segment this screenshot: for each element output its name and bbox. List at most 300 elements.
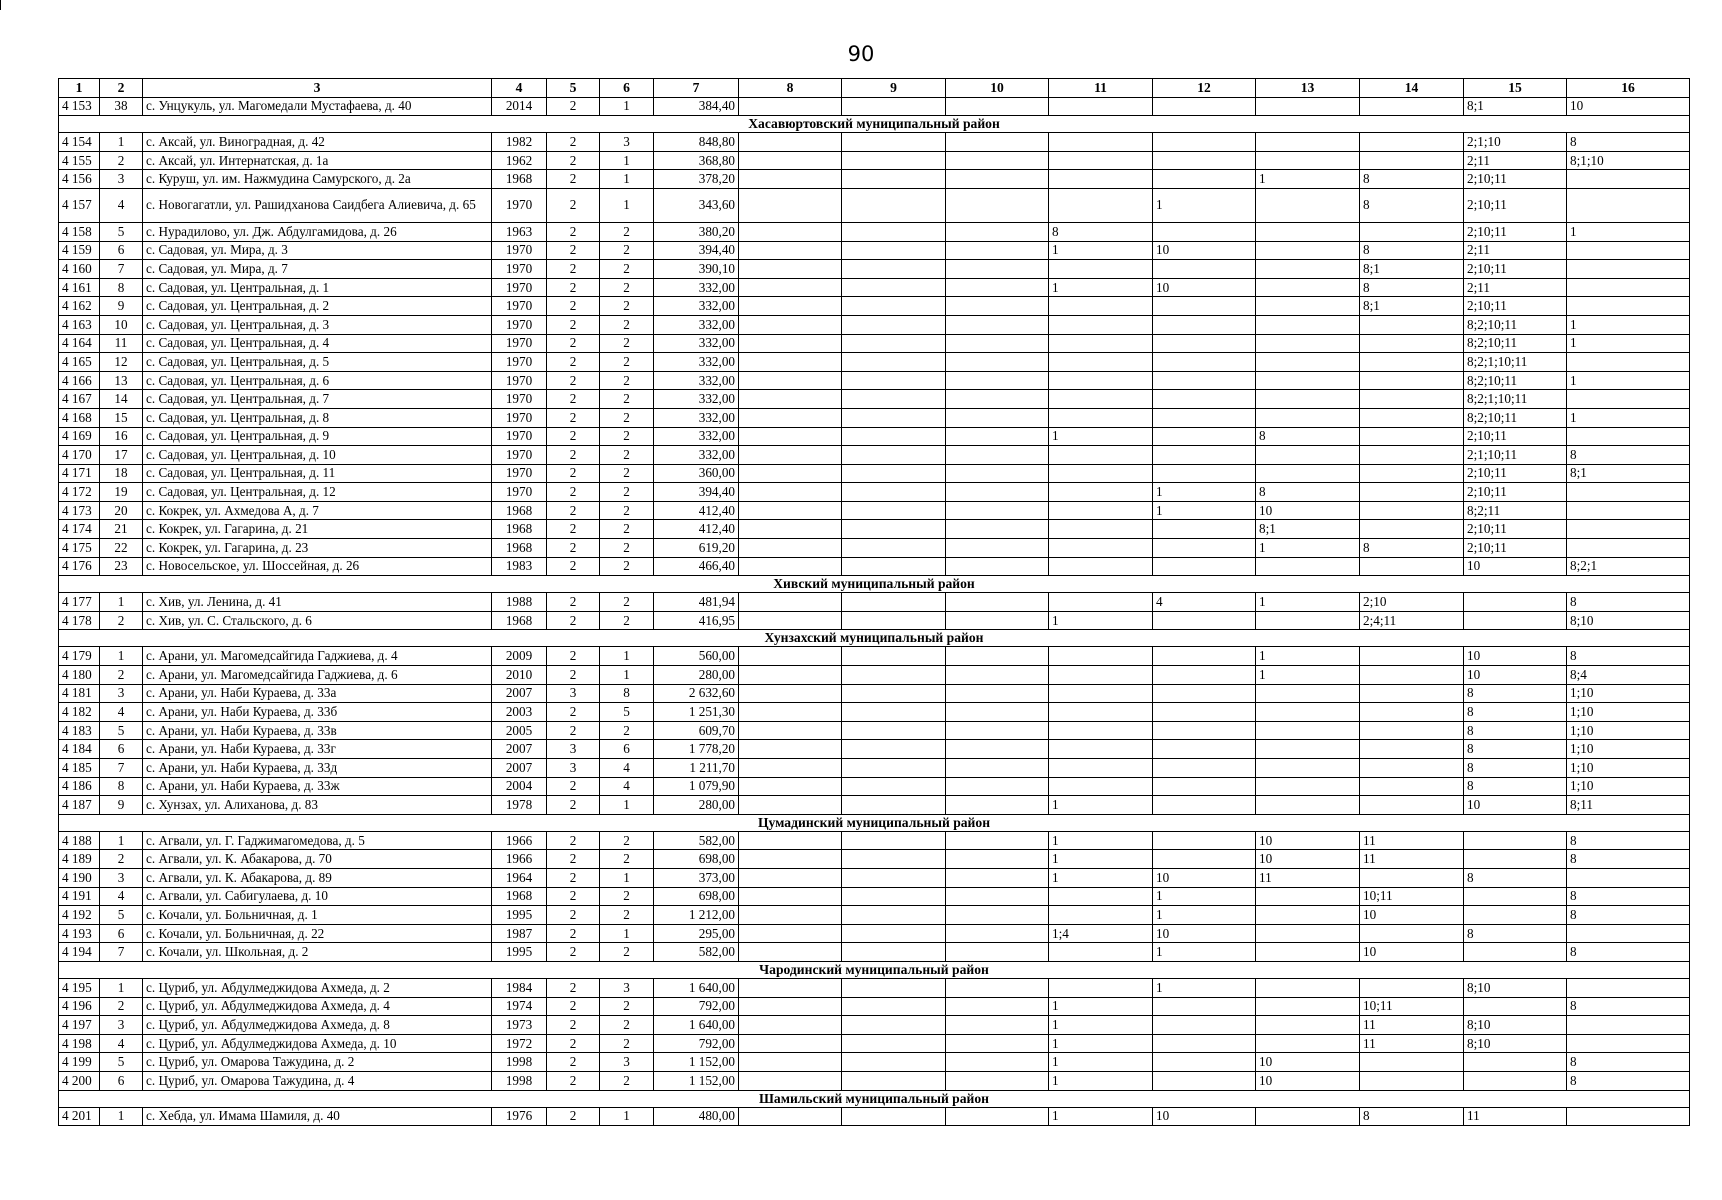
cell-col-12: 1	[1153, 188, 1256, 222]
cell-col-6: 1	[600, 647, 654, 666]
cell-col-4: 1995	[492, 943, 547, 962]
cell-col-13	[1256, 260, 1360, 279]
cell-col-4: 1966	[492, 831, 547, 850]
cell-col-15: 8;10	[1464, 1034, 1567, 1053]
cell-col-10	[946, 297, 1049, 316]
cell-col-11	[1049, 151, 1153, 170]
cell-col-11	[1049, 97, 1153, 116]
cell-col-2: 21	[100, 520, 143, 539]
cell-col-12	[1153, 777, 1256, 796]
cell-col-11	[1049, 978, 1153, 997]
cell-col-14: 11	[1360, 1016, 1464, 1035]
district-title: Хасавюртовский муниципальный район	[59, 116, 1690, 133]
cell-col-11: 1	[1049, 796, 1153, 815]
table-row	[59, 501, 1690, 520]
cell-col-5: 2	[547, 408, 600, 427]
cell-col-13: 1	[1256, 539, 1360, 558]
cell-col-12	[1153, 557, 1256, 576]
cell-col-3: с. Новосельское, ул. Шоссейная, д. 26	[143, 557, 492, 576]
cell-col-13: 11	[1256, 868, 1360, 887]
cell-col-14	[1360, 684, 1464, 703]
cell-col-13	[1256, 297, 1360, 316]
cell-col-12	[1153, 315, 1256, 334]
cell-col-2: 8	[100, 777, 143, 796]
cell-col-1: 4 157	[59, 188, 100, 222]
cell-col-4: 2003	[492, 703, 547, 722]
cell-col-4: 1970	[492, 371, 547, 390]
cell-col-6: 2	[600, 943, 654, 962]
cell-col-9	[842, 868, 946, 887]
cell-col-2: 4	[100, 703, 143, 722]
cell-col-4: 2004	[492, 777, 547, 796]
table-row	[59, 796, 1690, 815]
cell-col-9	[842, 796, 946, 815]
cell-col-1: 4 195	[59, 978, 100, 997]
cell-col-6: 2	[600, 427, 654, 446]
cell-col-5: 2	[547, 777, 600, 796]
cell-col-6: 2	[600, 446, 654, 465]
cell-col-7: 360,00	[654, 464, 739, 483]
cell-col-2: 12	[100, 353, 143, 372]
cell-col-12	[1153, 1016, 1256, 1035]
cell-col-2: 5	[100, 222, 143, 241]
cell-col-10	[946, 850, 1049, 869]
cell-col-16: 8	[1567, 1053, 1690, 1072]
cell-col-4: 1970	[492, 464, 547, 483]
cell-col-1: 4 177	[59, 593, 100, 612]
cell-col-1: 4 163	[59, 315, 100, 334]
cell-col-11	[1049, 170, 1153, 189]
cell-col-1: 4 167	[59, 390, 100, 409]
cell-col-8	[739, 721, 842, 740]
cell-col-1: 4 154	[59, 133, 100, 152]
cell-col-8	[739, 924, 842, 943]
cell-col-11	[1049, 906, 1153, 925]
cell-col-14	[1360, 759, 1464, 778]
cell-col-11	[1049, 390, 1153, 409]
cell-col-10	[946, 557, 1049, 576]
cell-col-15	[1464, 906, 1567, 925]
cell-col-12: 10	[1153, 241, 1256, 260]
cell-col-7: 332,00	[654, 446, 739, 465]
cell-col-10	[946, 260, 1049, 279]
cell-col-11: 1	[1049, 1016, 1153, 1035]
cell-col-15: 8;1	[1464, 97, 1567, 116]
cell-col-13: 1	[1256, 666, 1360, 685]
page-number: 90	[847, 42, 875, 66]
cell-col-9	[842, 906, 946, 925]
table-row	[59, 446, 1690, 465]
cell-col-15: 2;10;11	[1464, 520, 1567, 539]
cell-col-10	[946, 371, 1049, 390]
cell-col-13	[1256, 151, 1360, 170]
cell-col-16	[1567, 390, 1690, 409]
cell-col-6: 4	[600, 777, 654, 796]
cell-col-10	[946, 647, 1049, 666]
district-title: Шамильский муниципальный район	[59, 1090, 1690, 1107]
cell-col-2: 1	[100, 647, 143, 666]
district-header-row	[59, 1090, 1690, 1107]
cell-col-2: 10	[100, 315, 143, 334]
cell-col-2: 38	[100, 97, 143, 116]
cell-col-15: 11	[1464, 1107, 1567, 1126]
cell-col-8	[739, 483, 842, 502]
cell-col-4: 1963	[492, 222, 547, 241]
cell-col-1: 4 197	[59, 1016, 100, 1035]
cell-col-1: 4 201	[59, 1107, 100, 1126]
cell-col-10	[946, 924, 1049, 943]
cell-col-6: 2	[600, 334, 654, 353]
cell-col-4: 2007	[492, 684, 547, 703]
cell-col-5: 2	[547, 464, 600, 483]
cell-col-7: 1 079,90	[654, 777, 739, 796]
cell-col-9	[842, 759, 946, 778]
table-row	[59, 831, 1690, 850]
cell-col-14	[1360, 222, 1464, 241]
cell-col-12: 1	[1153, 943, 1256, 962]
cell-col-4: 2007	[492, 740, 547, 759]
cell-col-14	[1360, 1071, 1464, 1090]
cell-col-16	[1567, 353, 1690, 372]
cell-col-7: 1 251,30	[654, 703, 739, 722]
cell-col-5: 3	[547, 684, 600, 703]
cell-col-13: 8	[1256, 483, 1360, 502]
cell-col-13	[1256, 353, 1360, 372]
cell-col-16: 8	[1567, 647, 1690, 666]
cell-col-12	[1153, 353, 1256, 372]
cell-col-11	[1049, 133, 1153, 152]
table-row	[59, 1053, 1690, 1072]
cell-col-10	[946, 501, 1049, 520]
cell-col-9	[842, 390, 946, 409]
cell-col-10	[946, 427, 1049, 446]
district-header-row	[59, 576, 1690, 593]
table-row	[59, 978, 1690, 997]
cell-col-2: 1	[100, 1107, 143, 1126]
table-row	[59, 353, 1690, 372]
cell-col-9	[842, 278, 946, 297]
cell-col-15: 8;2;10;11	[1464, 408, 1567, 427]
cell-col-8	[739, 520, 842, 539]
cell-col-10	[946, 796, 1049, 815]
cell-col-9	[842, 133, 946, 152]
cell-col-6: 8	[600, 684, 654, 703]
cell-col-7: 792,00	[654, 997, 739, 1016]
cell-col-5: 2	[547, 1053, 600, 1072]
cell-col-1: 4 194	[59, 943, 100, 962]
table-row	[59, 850, 1690, 869]
cell-col-6: 2	[600, 297, 654, 316]
table-row	[59, 721, 1690, 740]
table-row	[59, 260, 1690, 279]
cell-col-3: с. Аксай, ул. Интернатская, д. 1а	[143, 151, 492, 170]
cell-col-11	[1049, 334, 1153, 353]
cell-col-13	[1256, 1107, 1360, 1126]
cell-col-2: 3	[100, 868, 143, 887]
cell-col-1: 4 190	[59, 868, 100, 887]
cell-col-2: 9	[100, 796, 143, 815]
cell-col-9	[842, 427, 946, 446]
cell-col-14	[1360, 501, 1464, 520]
cell-col-15: 2;10;11	[1464, 464, 1567, 483]
cell-col-13	[1256, 759, 1360, 778]
cell-col-6: 2	[600, 887, 654, 906]
cell-col-13	[1256, 390, 1360, 409]
cell-col-11: 1	[1049, 1071, 1153, 1090]
cell-col-8	[739, 868, 842, 887]
cell-col-1: 4 184	[59, 740, 100, 759]
cell-col-9	[842, 721, 946, 740]
cell-col-11	[1049, 777, 1153, 796]
cell-col-9	[842, 1107, 946, 1126]
cell-col-13	[1256, 315, 1360, 334]
cell-col-12: 10	[1153, 924, 1256, 943]
cell-col-16	[1567, 1034, 1690, 1053]
cell-col-6: 2	[600, 539, 654, 558]
cell-col-12	[1153, 297, 1256, 316]
cell-col-1: 4 191	[59, 887, 100, 906]
cell-col-14	[1360, 334, 1464, 353]
cell-col-2: 5	[100, 721, 143, 740]
cell-col-13	[1256, 133, 1360, 152]
cell-col-9	[842, 703, 946, 722]
district-title: Хивский муниципальный район	[59, 576, 1690, 593]
cell-col-10	[946, 170, 1049, 189]
cell-col-10	[946, 978, 1049, 997]
cell-col-14: 8;1	[1360, 297, 1464, 316]
cell-col-16	[1567, 978, 1690, 997]
cell-col-5: 2	[547, 278, 600, 297]
cell-col-9	[842, 557, 946, 576]
cell-col-9	[842, 501, 946, 520]
cell-col-16	[1567, 924, 1690, 943]
district-header-row	[59, 116, 1690, 133]
cell-col-1: 4 166	[59, 371, 100, 390]
cell-col-5: 2	[547, 334, 600, 353]
cell-col-2: 4	[100, 188, 143, 222]
table-row	[59, 427, 1690, 446]
cell-col-10	[946, 1053, 1049, 1072]
cell-col-15: 2;10;11	[1464, 222, 1567, 241]
cell-col-4: 1968	[492, 520, 547, 539]
cell-col-9	[842, 647, 946, 666]
cell-col-7: 280,00	[654, 796, 739, 815]
cell-col-5: 3	[547, 740, 600, 759]
cell-col-11	[1049, 371, 1153, 390]
cell-col-14	[1360, 446, 1464, 465]
cell-col-9	[842, 997, 946, 1016]
cell-col-1: 4 172	[59, 483, 100, 502]
cell-col-12	[1153, 260, 1256, 279]
registry-table	[58, 78, 1690, 1126]
cell-col-4: 1970	[492, 483, 547, 502]
cell-col-4: 1962	[492, 151, 547, 170]
cell-col-11	[1049, 315, 1153, 334]
cell-col-1: 4 196	[59, 997, 100, 1016]
cell-col-16	[1567, 868, 1690, 887]
table-row	[59, 868, 1690, 887]
cell-col-15: 2;11	[1464, 241, 1567, 260]
cell-col-8	[739, 1053, 842, 1072]
cell-col-5: 3	[547, 759, 600, 778]
cell-col-5: 2	[547, 483, 600, 502]
cell-col-15: 8	[1464, 740, 1567, 759]
cell-col-8	[739, 297, 842, 316]
cell-col-6: 2	[600, 906, 654, 925]
cell-col-12: 1	[1153, 483, 1256, 502]
cell-col-10	[946, 464, 1049, 483]
cell-col-5: 2	[547, 188, 600, 222]
cell-col-6: 1	[600, 1107, 654, 1126]
cell-col-5: 2	[547, 611, 600, 630]
cell-col-3: с. Арани, ул. Наби Кураева, д. 33ж	[143, 777, 492, 796]
cell-col-16: 8	[1567, 850, 1690, 869]
cell-col-2: 6	[100, 740, 143, 759]
cell-col-1: 4 185	[59, 759, 100, 778]
cell-col-16	[1567, 1107, 1690, 1126]
cell-col-6: 2	[600, 483, 654, 502]
cell-col-2: 7	[100, 260, 143, 279]
cell-col-2: 16	[100, 427, 143, 446]
cell-col-2: 8	[100, 278, 143, 297]
cell-col-14: 11	[1360, 1034, 1464, 1053]
cell-col-5: 2	[547, 97, 600, 116]
cell-col-4: 1970	[492, 315, 547, 334]
cell-col-14	[1360, 740, 1464, 759]
column-header-11: 11	[1049, 79, 1153, 98]
cell-col-3: с. Кокрек, ул. Гагарина, д. 21	[143, 520, 492, 539]
cell-col-9	[842, 170, 946, 189]
cell-col-9	[842, 850, 946, 869]
cell-col-3: с. Унцукуль, ул. Магомедали Мустафаева, д. 40	[143, 97, 492, 116]
table-row	[59, 390, 1690, 409]
cell-col-13	[1256, 721, 1360, 740]
table-row	[59, 1107, 1690, 1126]
cell-col-2: 17	[100, 446, 143, 465]
cell-col-4: 1970	[492, 446, 547, 465]
cell-col-8	[739, 1034, 842, 1053]
cell-col-7: 412,40	[654, 520, 739, 539]
cell-col-5: 2	[547, 297, 600, 316]
cell-col-11	[1049, 666, 1153, 685]
cell-col-8	[739, 1071, 842, 1090]
cell-col-8	[739, 1107, 842, 1126]
cell-col-10	[946, 520, 1049, 539]
cell-col-11	[1049, 501, 1153, 520]
cell-col-3: с. Хив, ул. Ленина, д. 41	[143, 593, 492, 612]
cell-col-6: 1	[600, 796, 654, 815]
cell-col-2: 2	[100, 850, 143, 869]
cell-col-1: 4 158	[59, 222, 100, 241]
cell-col-15	[1464, 1071, 1567, 1090]
cell-col-7: 390,10	[654, 260, 739, 279]
cell-col-12: 1	[1153, 906, 1256, 925]
cell-col-8	[739, 170, 842, 189]
cell-col-15	[1464, 1053, 1567, 1072]
cell-col-12: 1	[1153, 501, 1256, 520]
cell-col-2: 2	[100, 997, 143, 1016]
cell-col-8	[739, 1016, 842, 1035]
cell-col-11	[1049, 520, 1153, 539]
cell-col-15: 10	[1464, 647, 1567, 666]
cell-col-3: с. Арани, ул. Магомедсайгида Гаджиева, д. 6	[143, 666, 492, 685]
table-row	[59, 151, 1690, 170]
cell-col-7: 480,00	[654, 1107, 739, 1126]
cell-col-5: 2	[547, 539, 600, 558]
cell-col-8	[739, 740, 842, 759]
cell-col-14	[1360, 520, 1464, 539]
cell-col-13	[1256, 777, 1360, 796]
cell-col-9	[842, 1034, 946, 1053]
cell-col-8	[739, 390, 842, 409]
cell-col-1: 4 160	[59, 260, 100, 279]
cell-col-16	[1567, 260, 1690, 279]
cell-col-14	[1360, 133, 1464, 152]
cell-col-6: 2	[600, 278, 654, 297]
cell-col-13: 10	[1256, 501, 1360, 520]
cell-col-5: 2	[547, 260, 600, 279]
cell-col-6: 2	[600, 241, 654, 260]
cell-col-14: 8	[1360, 170, 1464, 189]
cell-col-11: 1;4	[1049, 924, 1153, 943]
cell-col-7: 481,94	[654, 593, 739, 612]
cell-col-9	[842, 831, 946, 850]
cell-col-4: 1987	[492, 924, 547, 943]
cell-col-9	[842, 924, 946, 943]
cell-col-10	[946, 278, 1049, 297]
cell-col-15: 8	[1464, 924, 1567, 943]
table-row	[59, 684, 1690, 703]
cell-col-11: 1	[1049, 611, 1153, 630]
cell-col-13	[1256, 906, 1360, 925]
cell-col-15: 8	[1464, 684, 1567, 703]
cell-col-14	[1360, 408, 1464, 427]
cell-col-9	[842, 684, 946, 703]
cell-col-16: 8	[1567, 887, 1690, 906]
cell-col-7: 619,20	[654, 539, 739, 558]
cell-col-2: 3	[100, 1016, 143, 1035]
cell-col-7: 332,00	[654, 390, 739, 409]
cell-col-16: 8;11	[1567, 796, 1690, 815]
cell-col-4: 1970	[492, 278, 547, 297]
cell-col-7: 1 212,00	[654, 906, 739, 925]
cell-col-15: 8	[1464, 759, 1567, 778]
cell-col-4: 1998	[492, 1071, 547, 1090]
cell-col-16: 1;10	[1567, 740, 1690, 759]
cell-col-3: с. Хив, ул. С. Стальского, д. 6	[143, 611, 492, 630]
cell-col-10	[946, 241, 1049, 260]
cell-col-2: 18	[100, 464, 143, 483]
cell-col-13	[1256, 464, 1360, 483]
cell-col-12: 10	[1153, 278, 1256, 297]
cell-col-9	[842, 260, 946, 279]
cell-col-14	[1360, 1053, 1464, 1072]
cell-col-12	[1153, 97, 1256, 116]
cell-col-8	[739, 371, 842, 390]
table-row	[59, 1071, 1690, 1090]
cell-col-15: 2;1;10	[1464, 133, 1567, 152]
cell-col-1: 4 153	[59, 97, 100, 116]
cell-col-1: 4 164	[59, 334, 100, 353]
table-row	[59, 759, 1690, 778]
cell-col-7: 332,00	[654, 315, 739, 334]
cell-col-3: с. Цуриб, ул. Абдулмеджидова Ахмеда, д. 8	[143, 1016, 492, 1035]
cell-col-9	[842, 222, 946, 241]
cell-col-1: 4 186	[59, 777, 100, 796]
cell-col-13: 1	[1256, 647, 1360, 666]
cell-col-5: 2	[547, 1071, 600, 1090]
table-row	[59, 133, 1690, 152]
